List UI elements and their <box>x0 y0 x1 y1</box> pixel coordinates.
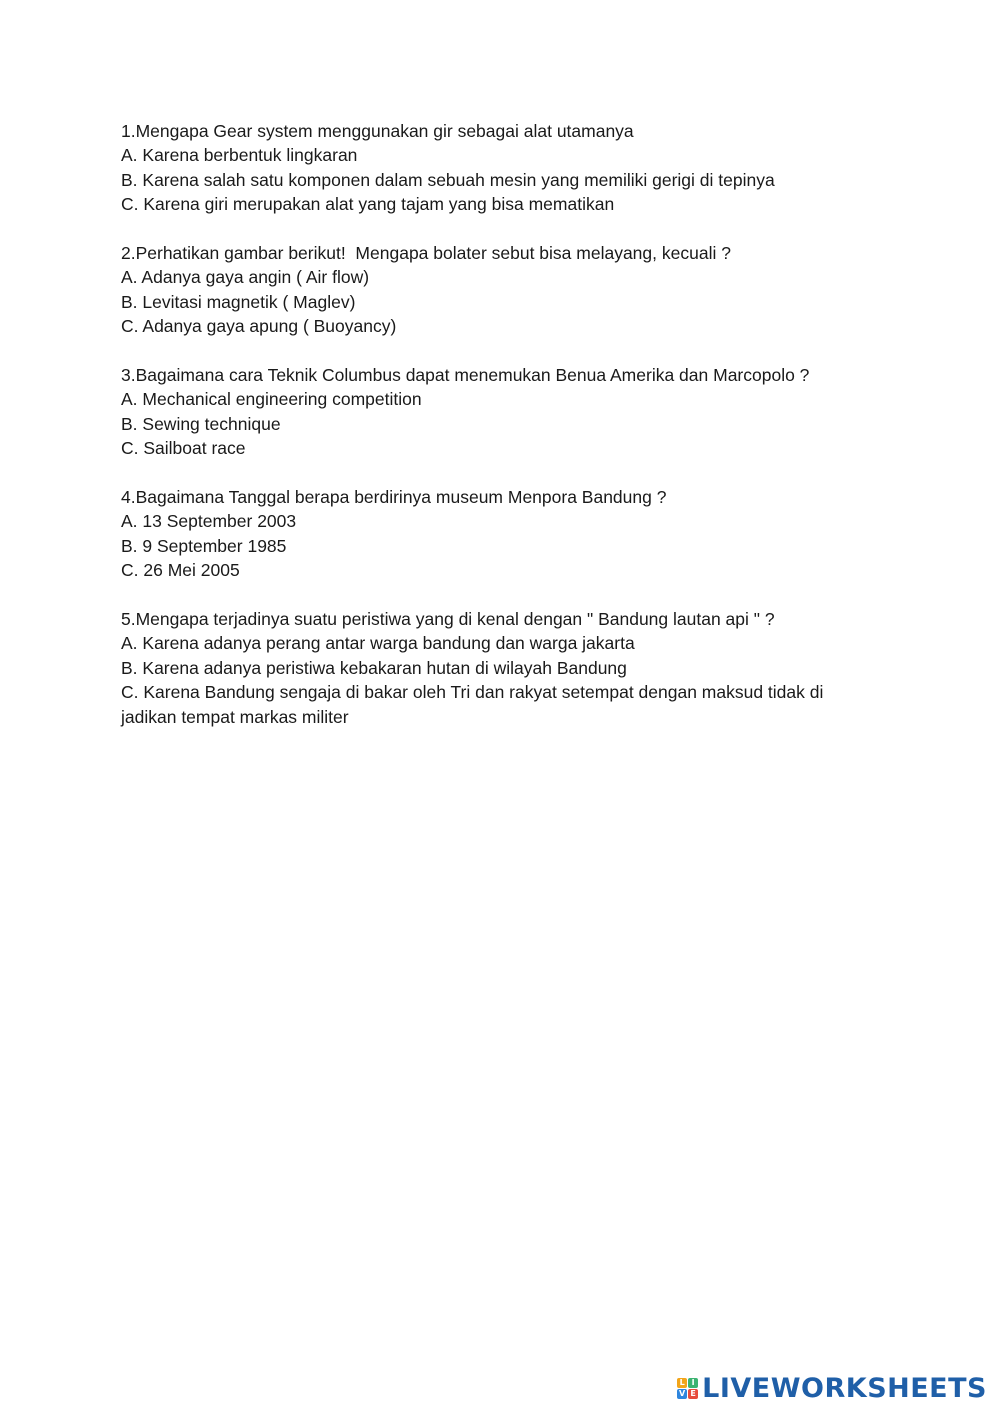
question-5 <box>121 607 881 729</box>
answer-option: A. Mechanical engineering competition <box>121 389 422 410</box>
answer-option: C. 26 Mei 2005 <box>121 560 240 581</box>
question-text: 3.Bagaimana cara Teknik Columbus dapat menemukan Benua Amerika dan Marcopolo ? <box>121 365 810 386</box>
brand-name: LIVEWORKSHEETS <box>702 1373 987 1404</box>
question-3 <box>121 363 881 461</box>
logo-letter: E <box>688 1389 698 1399</box>
answer-option: A. 13 September 2003 <box>121 511 297 532</box>
logo-letter: V <box>679 1389 686 1398</box>
liveworksheets-logo-icon <box>677 1378 698 1399</box>
question-1 <box>121 119 881 217</box>
answer-option: B. Levitasi magnetik ( Maglev) <box>121 291 356 312</box>
question-text: 1.Mengapa Gear system menggunakan gir sebagai alat utamanya <box>121 121 634 141</box>
logo-letter: L <box>677 1378 687 1388</box>
liveworksheets-brand[interactable] <box>677 1375 987 1402</box>
answer-option: C. Karena giri merupakan alat yang tajam yang bisa mematikan <box>121 194 615 215</box>
answer-option: C. Sailboat race <box>121 438 246 459</box>
question-4 <box>121 485 881 583</box>
answer-option: C. Karena Bandung sengaja di bakar oleh Tri dan rakyat setempat dengan maksud tidak di jadikan tempat markas militer <box>121 682 829 727</box>
answer-option: A. Adanya gaya angin ( Air flow) <box>121 267 370 288</box>
answer-option: B. Karena salah satu komponen dalam sebuah mesin yang memiliki gerigi di tepinya <box>121 169 775 190</box>
answer-option: A. Karena adanya perang antar warga bandung dan warga jakarta <box>121 633 635 654</box>
answer-option: B. Karena adanya peristiwa kebakaran hutan di wilayah Bandung <box>121 657 627 678</box>
answer-option: B. Sewing technique <box>121 413 281 434</box>
question-text: 2.Perhatikan gambar berikut! Mengapa bolater sebut bisa melayang, kecuali ? <box>121 243 731 264</box>
answer-option: B. 9 September 1985 <box>121 535 287 556</box>
question-2 <box>121 241 881 339</box>
answer-option: C. Adanya gaya apung ( Buoyancy) <box>121 316 397 337</box>
question-text: 5.Mengapa terjadinya suatu peristiwa yang di kenal dengan " Bandung lautan api " ? <box>121 609 775 630</box>
logo-letter: I <box>688 1378 698 1388</box>
question-text: 4.Bagaimana Tanggal berapa berdirinya museum Menpora Bandung ? <box>121 487 667 508</box>
answer-option: A. Karena berbentuk lingkaran <box>121 145 358 166</box>
worksheet-content <box>121 119 881 753</box>
